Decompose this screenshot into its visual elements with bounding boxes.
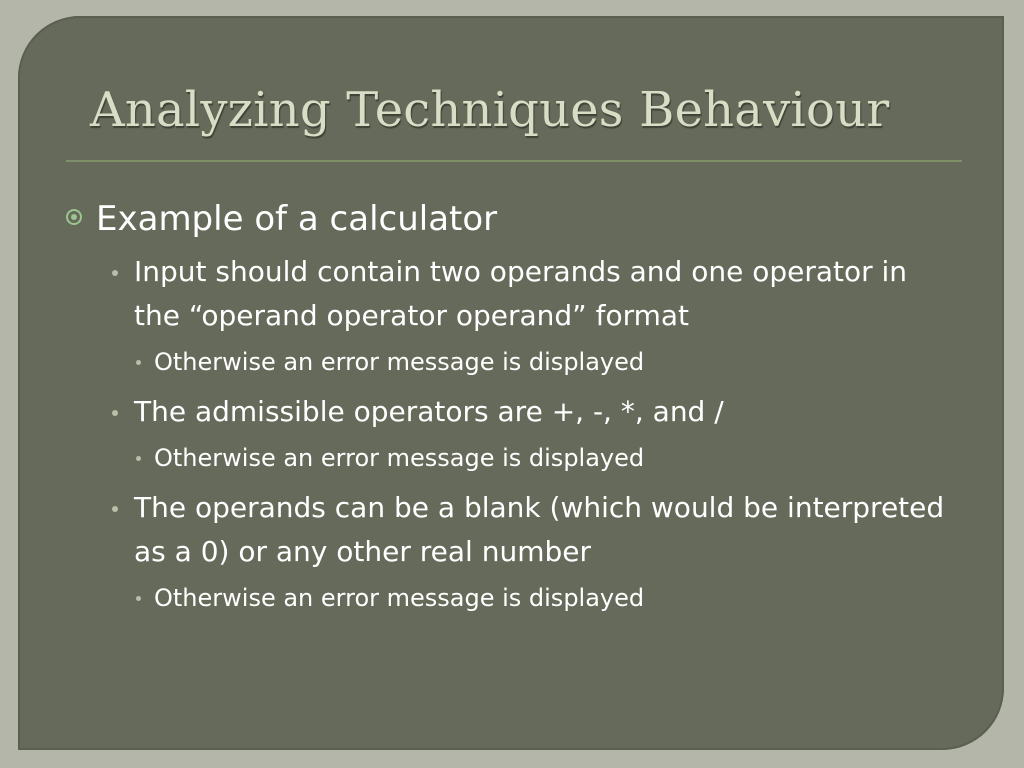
dot-bullet-icon xyxy=(136,456,141,461)
bullet-level-3 xyxy=(64,344,954,380)
dot-bullet-icon xyxy=(136,360,141,365)
bullet-level-1 xyxy=(64,196,954,242)
bullet-text: The operands can be a blank (which would be interpreted as a 0) or any other real number xyxy=(134,491,945,568)
target-bullet-icon xyxy=(66,209,82,225)
bullet-level-2 xyxy=(64,486,954,574)
bullet-text: Input should contain two operands and one operator in the “operand operator operand” format xyxy=(134,255,908,332)
bullet-level-3 xyxy=(64,440,954,476)
bullet-text: The admissible operators are +, -, *, and / xyxy=(134,395,724,428)
dot-bullet-icon xyxy=(112,270,118,276)
slide-title: Analyzing Techniques Behaviour xyxy=(90,82,890,138)
slide-content xyxy=(64,196,954,626)
bullet-text: Otherwise an error message is displayed xyxy=(154,584,645,612)
dot-bullet-icon xyxy=(136,596,141,601)
bullet-text: Otherwise an error message is displayed xyxy=(154,348,645,376)
title-divider xyxy=(66,160,962,162)
bullet-level-2 xyxy=(64,390,954,434)
dot-bullet-icon xyxy=(112,506,118,512)
bullet-level-2 xyxy=(64,250,954,338)
bullet-text: Example of a calculator xyxy=(96,199,498,239)
dot-bullet-icon xyxy=(112,410,118,416)
bullet-level-3 xyxy=(64,580,954,616)
bullet-text: Otherwise an error message is displayed xyxy=(154,444,645,472)
